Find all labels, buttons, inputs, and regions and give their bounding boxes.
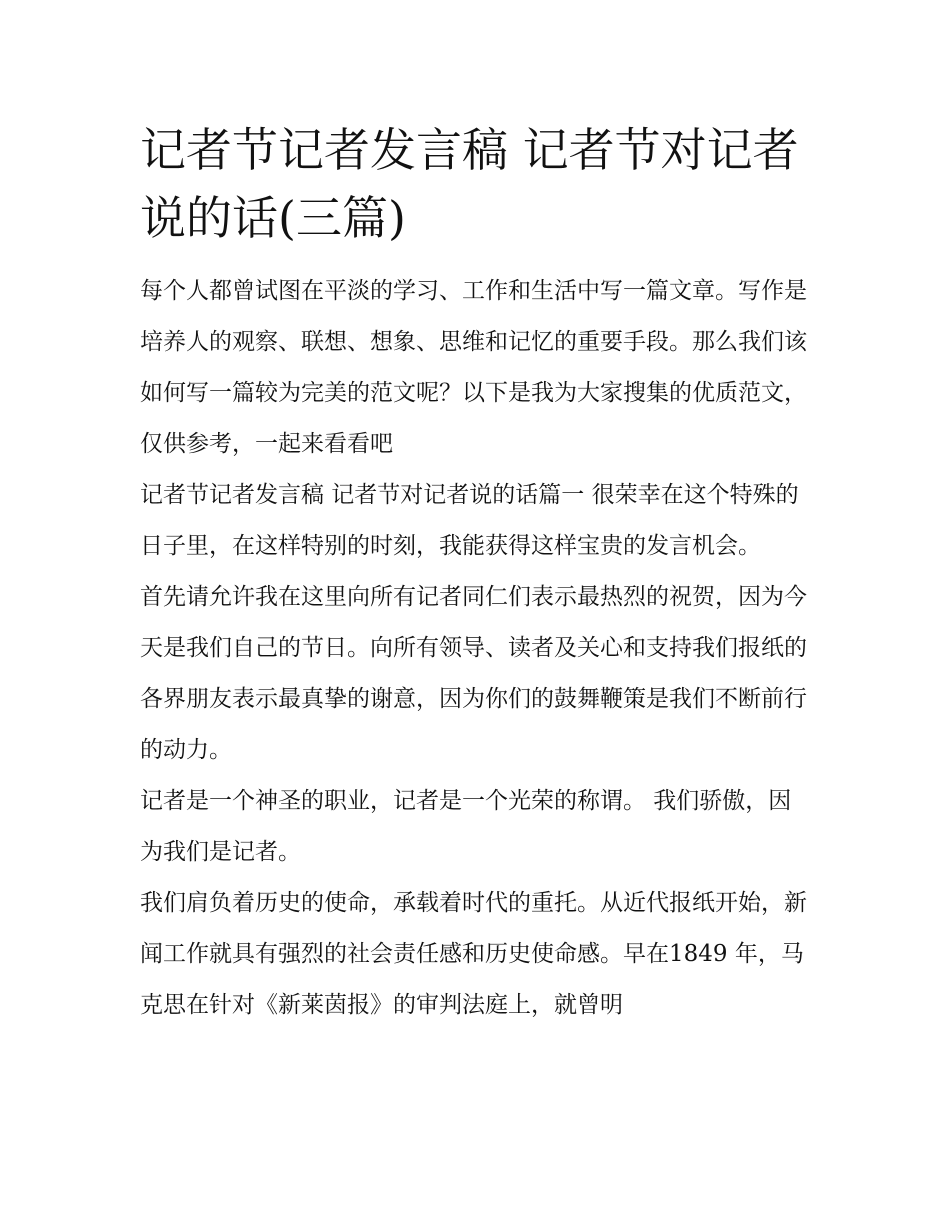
- paragraph-congratulations: 首先请允许我在这里向所有记者同仁们表示最热烈的祝贺，因为今天是我们自己的节日。向所有领导、读者及关心和支持我们报纸的各界朋友表示最真挚的谢意，因为你们的鼓舞鞭策是我们不断前行的动力。: [140, 584, 807, 763]
- paragraph-profession: 记者是一个神圣的职业，记者是一个光荣的称谓。 我们骄傲，因为我们是记者。: [140, 788, 792, 865]
- document-body: [140, 116, 812, 1031]
- document-title: 记者节记者发言稿 记者节对记者说的话(三篇): [140, 123, 799, 245]
- paragraph-mission: 我们肩负着历史的使命，承载着时代的重托。从近代报纸开始，新闻工作就具有强烈的社会责任感和历史使命感。早在1849 年，马克思在针对《新莱茵报》的审判法庭上，就曾明: [140, 890, 807, 1018]
- paragraph-intro: 每个人都曾试图在平淡的学习、工作和生活中写一篇文章。写作是培养人的观察、联想、想象、思维和记忆的重要手段。那么我们该如何写一篇较为完美的范文呢？以下是我为大家搜集的优质范文，仅供参考，一起来看看吧: [140, 278, 807, 457]
- paragraph-opening: 记者节记者发言稿 记者节对记者说的话篇一 很荣幸在这个特殊的日子里，在这样特别的时刻，我能获得这样宝贵的发言机会。: [140, 482, 799, 559]
